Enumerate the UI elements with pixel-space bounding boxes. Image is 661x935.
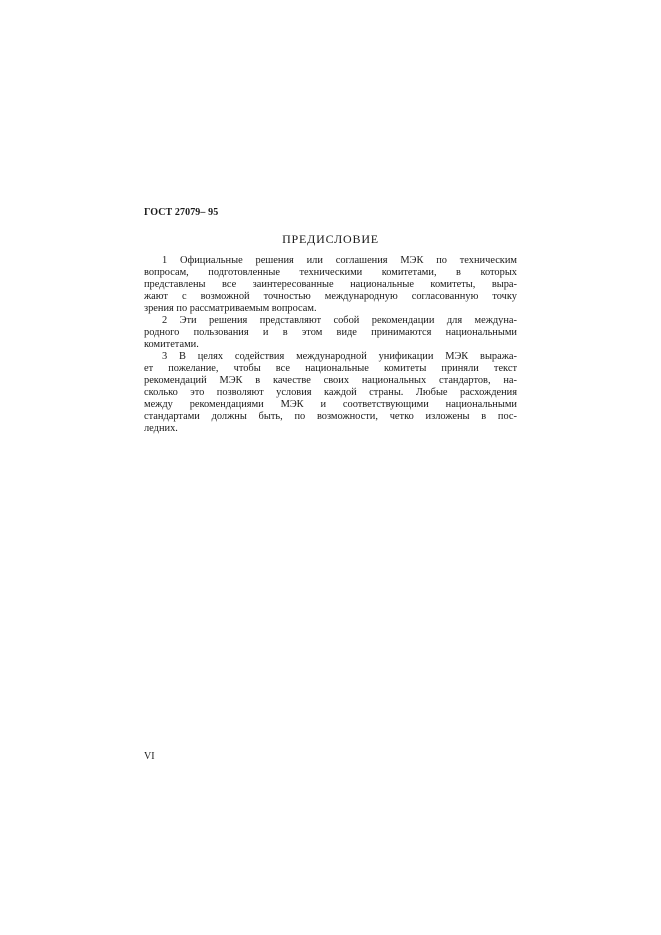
text-line: стандартами должны быть, по возможности, четко изложены в пос- bbox=[144, 411, 517, 422]
text-line: 2 Эти решения представляют собой рекомендации для междуна- bbox=[162, 315, 517, 326]
page-number: VI bbox=[144, 751, 155, 762]
document-code: ГОСТ 27079– 95 bbox=[144, 207, 219, 218]
text-line: зрения по рассматриваемым вопросам. bbox=[144, 303, 317, 314]
text-line: сколько это позволяют условия каждой страны. Любые расхождения bbox=[144, 387, 517, 398]
text-line: ледних. bbox=[144, 423, 178, 434]
text-line: 3 В целях содействия международной унификации МЭК выража- bbox=[162, 351, 517, 362]
preface-body bbox=[144, 255, 517, 435]
paragraph-2 bbox=[144, 315, 517, 351]
text-line: родного пользования и в этом виде принимаются национальными bbox=[144, 327, 517, 338]
page-title: ПРЕДИСЛОВИЕ bbox=[282, 232, 379, 246]
text-line: вопросам, подготовленные техническими комитетами, в которых bbox=[144, 267, 517, 278]
paragraph-3 bbox=[144, 351, 517, 435]
text-line: рекомендаций МЭК в качестве своих национальных стандартов, на- bbox=[144, 375, 517, 386]
text-line: представлены все заинтересованные национальные комитеты, выра- bbox=[144, 279, 517, 290]
text-line: комитетами. bbox=[144, 339, 199, 350]
text-line: жают с возможной точностью международную согласованную точку bbox=[144, 291, 517, 302]
paragraph-1 bbox=[144, 255, 517, 315]
text-line: между рекомендациями МЭК и соответствующими национальными bbox=[144, 399, 517, 410]
text-line: 1 Официальные решения или соглашения МЭК по техническим bbox=[162, 255, 517, 266]
text-line: ет пожелание, чтобы все национальные комитеты приняли текст bbox=[144, 363, 517, 374]
